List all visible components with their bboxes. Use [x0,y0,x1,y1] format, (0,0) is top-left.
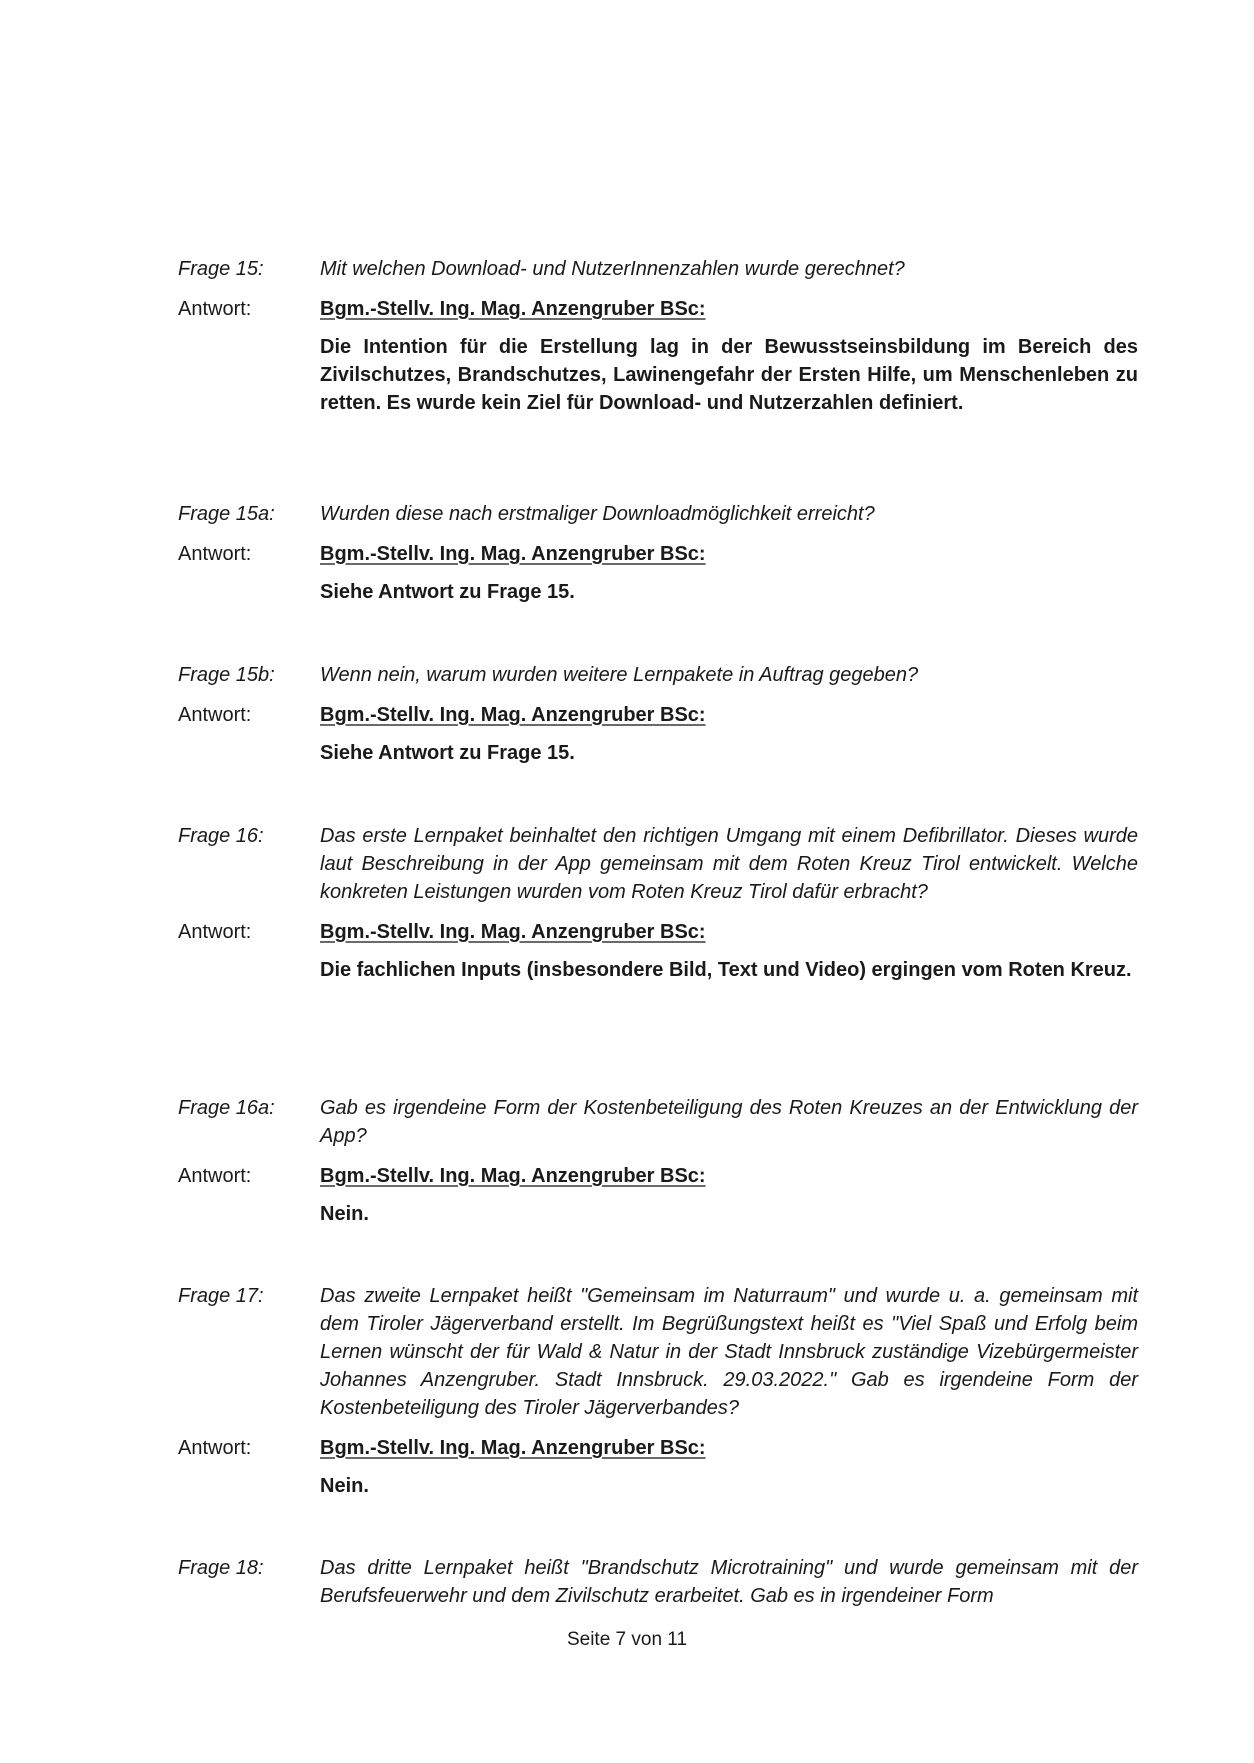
answer-content [320,540,1138,606]
answer-content [320,1434,1138,1500]
question-row [178,255,1138,283]
answer-row [178,1434,1138,1500]
question-row [178,1282,1138,1422]
answer-text: Nein. [320,1203,369,1225]
answer-label: Antwort: [178,1437,252,1459]
question-text: Wenn nein, warum wurden weitere Lernpakete in Auftrag gegeben? [320,664,919,686]
speaker-name: Bgm.-Stellv. Ing. Mag. Anzengruber BSc: [320,543,706,565]
speaker-name: Bgm.-Stellv. Ing. Mag. Anzengruber BSc: [320,298,706,320]
question-label: Frage 15a: [178,503,275,525]
answer-content [320,918,1138,984]
answer-label: Antwort: [178,1165,252,1187]
question-row [178,1554,1138,1610]
question-row [178,1094,1138,1150]
answer-label: Antwort: [178,543,252,565]
question-label: Frage 16a: [178,1097,275,1119]
question-label: Frage 16: [178,825,264,847]
answer-text: Die fachlichen Inputs (insbesondere Bild, Text und Video) ergingen vom Roten Kreuz. [320,959,1132,981]
question-text: Gab es irgendeine Form der Kostenbeteiligung des Roten Kreuzes an der Entwicklung der App? [320,1097,1138,1147]
qa-block-15 [178,255,1138,417]
qa-block-17 [178,1282,1138,1500]
answer-content [320,701,1138,767]
question-label: Frage 17: [178,1285,264,1307]
answer-row [178,701,1138,767]
question-text: Das erste Lernpaket beinhaltet den richtigen Umgang mit einem Defibrillator. Dieses wurde laut Beschreibung in der App gemeinsam mit dem Roten Kreuz Tirol entwickelt. Welche konkreten Leistungen wurden vom Roten Kreuz Tirol dafür erbracht? [320,825,1138,903]
question-row [178,661,1138,689]
question-label: Frage 15b: [178,664,275,686]
answer-row [178,295,1138,417]
answer-text: Siehe Antwort zu Frage 15. [320,581,575,603]
answer-row [178,1162,1138,1228]
answer-content [320,295,1138,417]
question-label: Frage 15: [178,258,264,280]
speaker-name: Bgm.-Stellv. Ing. Mag. Anzengruber BSc: [320,1165,706,1187]
qa-block-15a [178,500,1138,606]
qa-block-18 [178,1554,1138,1610]
qa-block-16a [178,1094,1138,1228]
page-number: Seite 7 von 11 [566,1629,688,1650]
answer-text: Siehe Antwort zu Frage 15. [320,742,575,764]
answer-label: Antwort: [178,704,252,726]
speaker-name: Bgm.-Stellv. Ing. Mag. Anzengruber BSc: [320,1437,706,1459]
answer-label: Antwort: [178,921,252,943]
speaker-name: Bgm.-Stellv. Ing. Mag. Anzengruber BSc: [320,704,706,726]
speaker-name: Bgm.-Stellv. Ing. Mag. Anzengruber BSc: [320,921,706,943]
question-text: Mit welchen Download- und NutzerInnenzahlen wurde gerechnet? [320,258,905,280]
question-row [178,500,1138,528]
question-text: Das dritte Lernpaket heißt "Brandschutz Microtraining" und wurde gemeinsam mit der Berufsfeuerwehr und dem Zivilschutz erarbeitet. Gab es in irgendeiner Form [320,1557,1138,1607]
question-row [178,822,1138,906]
answer-row [178,918,1138,984]
answer-text: Nein. [320,1475,369,1497]
answer-label: Antwort: [178,298,252,320]
answer-content [320,1162,1138,1228]
qa-block-15b [178,661,1138,767]
question-text: Das zweite Lernpaket heißt "Gemeinsam im Naturraum" und wurde u. a. gemeinsam mit dem Tiroler Jägerverband erstellt. Im Begrüßungstext heißt es "Viel Spaß und Erfolg beim Lernen wünscht der für Wald & Natur in der Stadt Innsbruck zuständige Vizebürgermeister Johannes Anzengruber. Stadt Innsbruck. 29.03.2022." Gab es irgendeine Form der Kostenbeteiligung des Tiroler Jägerverbandes? [320,1285,1138,1419]
answer-row [178,540,1138,606]
answer-text: Die Intention für die Erstellung lag in der Bewusstseinsbildung im Bereich des Zivilschutzes, Brandschutzes, Lawinengefahr der Ersten Hilfe, um Menschenleben zu retten. Es wurde kein Ziel für Download- und Nutzerzahlen definiert. [320,336,1138,414]
qa-block-16 [178,822,1138,984]
question-text: Wurden diese nach erstmaliger Downloadmöglichkeit erreicht? [320,503,875,525]
question-label: Frage 18: [178,1557,264,1579]
